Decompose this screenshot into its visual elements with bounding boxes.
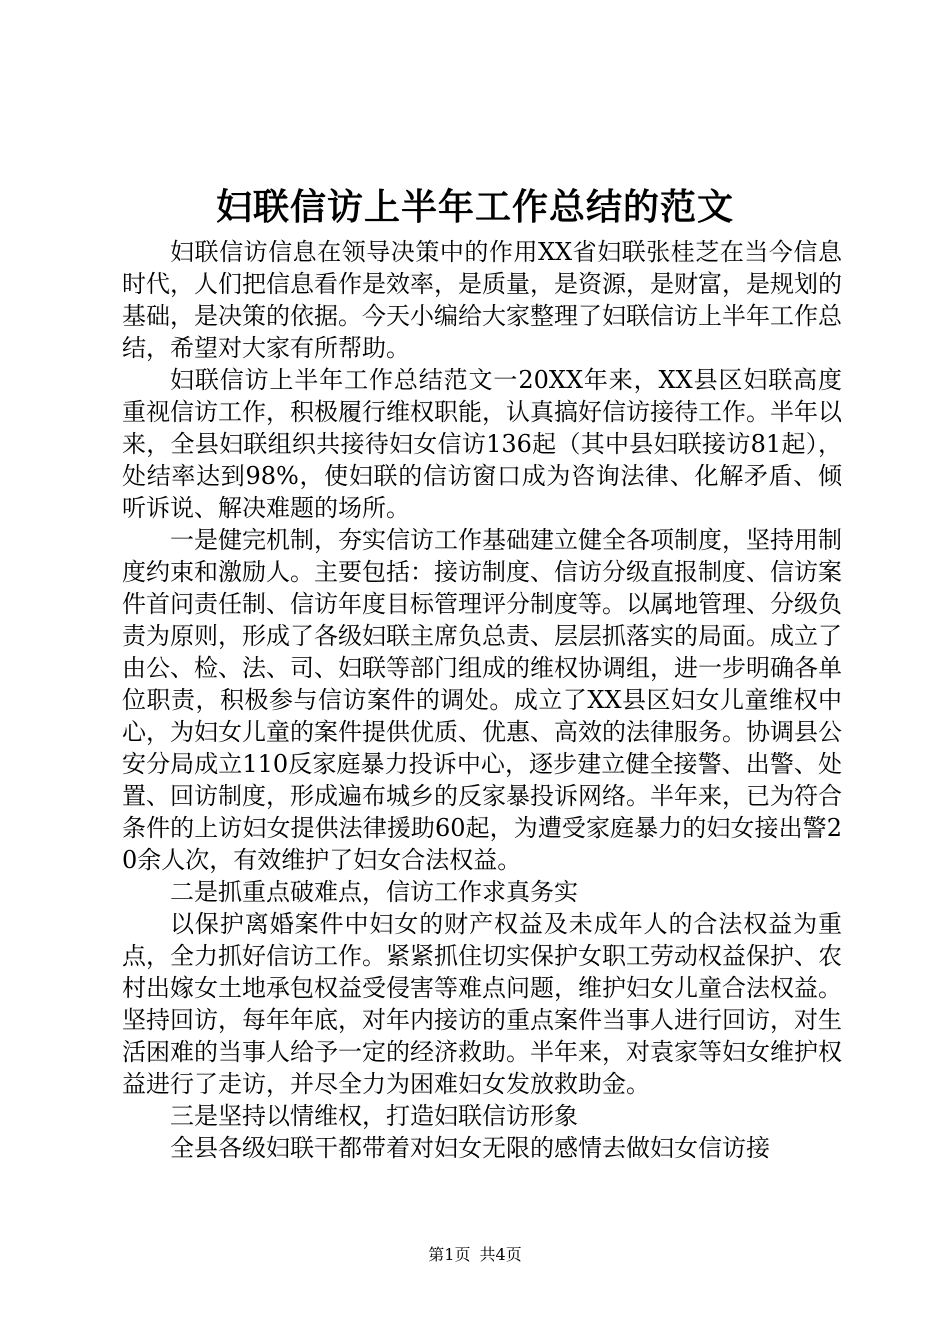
document-title: 妇联信访上半年工作总结的范文 (215, 186, 734, 228)
paragraph-continued: 全县各级妇联干都带着对妇女无限的感情去做妇女信访接 (170, 1134, 770, 1162)
paragraph-mechanism: 一是健完机制，夯实信访工作基础建立健全各项制度，坚持用制度约束和激励人。主要包括：接访制度、信访分级直报制度、信访案件首问责任制、信访年度目标管理评分制度等。以属地管理、分级负责为原则，形成了各级妇联主席负总责、层层抓落实的局面。成立了由公、检、法、司、妇联等部门组成的维权协调组，进一步明确各单位职责，积极参与信访案件的调处。成立了XX县区妇女儿童维权中心，为妇女儿童的案件提供优质、优惠、高效的法律服务。协调县公安分局成立110反家庭暴力投诉中心，逐步建立健全接警、出警、处置、回访制度，形成遍布城乡的反家暴投诉网络。半年来，已为符合条件的上访妇女提供法律援助60起，为遭受家庭暴力的妇女接出警20余人次，有效维护了妇女合法权益。 (122, 526, 842, 874)
paragraph-intro: 妇联信访信息在领导决策中的作用XX省妇联张桂芝在当今信息时代，人们把信息看作是效率，是质量，是资源，是财富，是规划的基础，是决策的依据。今天小编给大家整理了妇联信访上半年工作总结，希望对大家有所帮助。 (122, 238, 842, 362)
page-total: 共4页 (479, 1245, 522, 1264)
page-number: 第1页 (428, 1245, 471, 1264)
document-body (122, 236, 842, 1164)
paragraph-heading-two: 二是抓重点破难点，信访工作求真务实 (170, 878, 578, 906)
paragraph-key-points: 以保护离婚案件中妇女的财产权益及未成年人的合法权益为重点，全力抓好信访工作。紧紧抓住切实保护女职工劳动权益保护、农村出嫁女土地承包权益受侵害等难点问题，维护妇女儿童合法权益。坚持回访，每年年底，对年内接访的重点案件当事人进行回访，对生活困难的当事人给予一定的经济救助。半年来，对袁家等妇女维护权益进行了走访，并尽全力为困难妇女发放救助金。 (122, 910, 842, 1098)
paragraph-heading-three: 三是坚持以情维权，打造妇联信访形象 (170, 1102, 578, 1130)
page-footer (0, 1244, 950, 1266)
paragraph-summary: 妇联信访上半年工作总结范文一20XX年来，XX县区妇联高度重视信访工作，积极履行维权职能，认真搞好信访接待工作。半年以来，全县妇联组织共接待妇女信访136起（其中县妇联接访81起），处结率达到98%，使妇联的信访窗口成为咨询法律、化解矛盾、倾听诉说、解决难题的场所。 (122, 366, 842, 522)
